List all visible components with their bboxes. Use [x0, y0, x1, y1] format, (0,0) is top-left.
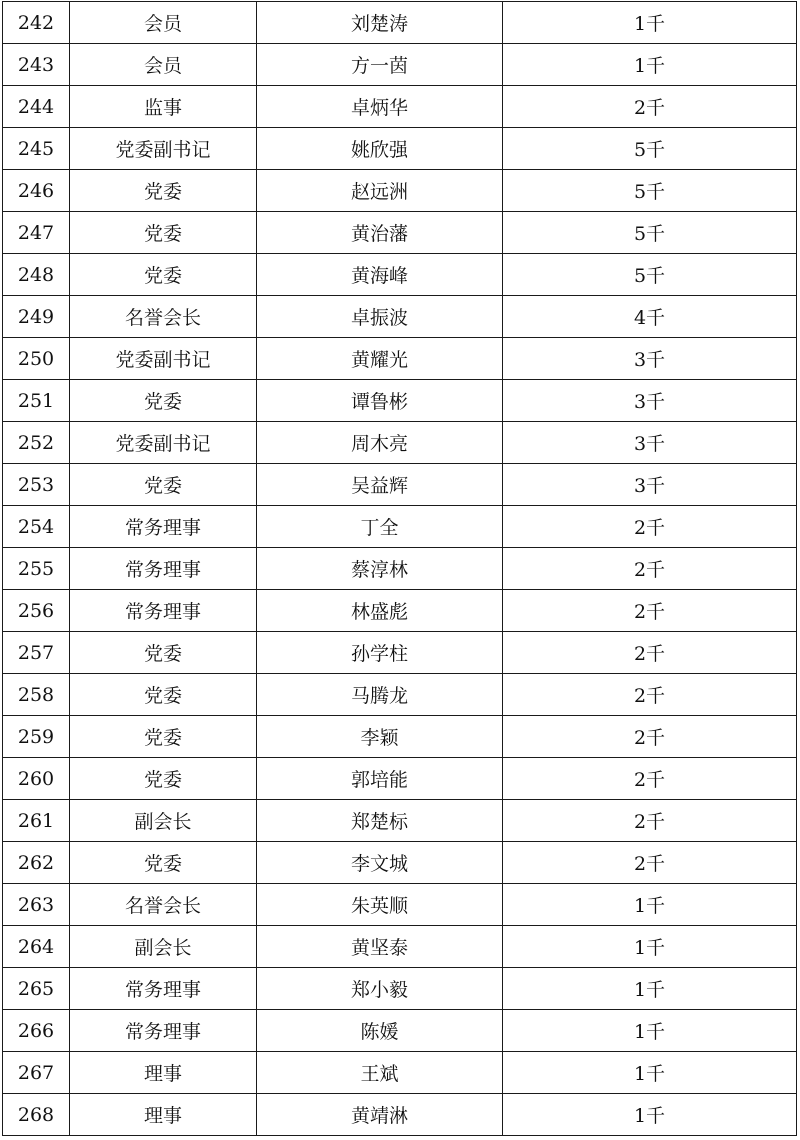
table-row	[3, 716, 797, 758]
row-number-cell: 261	[3, 800, 70, 842]
row-number-cell: 267	[3, 1052, 70, 1094]
amount-cell: 5千	[503, 254, 797, 296]
role-cell: 常务理事	[70, 590, 257, 632]
role-cell: 党委	[70, 632, 257, 674]
row-number-cell: 252	[3, 422, 70, 464]
amount-cell: 1千	[503, 1052, 797, 1094]
amount-cell: 2千	[503, 842, 797, 884]
amount-cell: 1千	[503, 1010, 797, 1052]
name-cell: 孙学柱	[257, 632, 503, 674]
role-cell: 会员	[70, 44, 257, 86]
role-cell: 党委副书记	[70, 128, 257, 170]
name-cell: 吴益辉	[257, 464, 503, 506]
row-number-cell: 243	[3, 44, 70, 86]
row-number-cell: 268	[3, 1094, 70, 1136]
role-cell: 监事	[70, 86, 257, 128]
row-number-cell: 248	[3, 254, 70, 296]
row-number-cell: 247	[3, 212, 70, 254]
role-cell: 党委	[70, 380, 257, 422]
table-row	[3, 170, 797, 212]
name-cell: 黄耀光	[257, 338, 503, 380]
table-row	[3, 968, 797, 1010]
name-cell: 朱英顺	[257, 884, 503, 926]
amount-cell: 2千	[503, 716, 797, 758]
name-cell: 李文城	[257, 842, 503, 884]
donation-table	[2, 1, 797, 1136]
role-cell: 常务理事	[70, 548, 257, 590]
amount-cell: 2千	[503, 674, 797, 716]
table-row	[3, 2, 797, 44]
row-number-cell: 254	[3, 506, 70, 548]
role-cell: 党委副书记	[70, 338, 257, 380]
row-number-cell: 258	[3, 674, 70, 716]
table-row	[3, 254, 797, 296]
name-cell: 马腾龙	[257, 674, 503, 716]
table-row	[3, 674, 797, 716]
table-row	[3, 884, 797, 926]
name-cell: 卓炳华	[257, 86, 503, 128]
table-row	[3, 128, 797, 170]
role-cell: 常务理事	[70, 506, 257, 548]
name-cell: 郑楚标	[257, 800, 503, 842]
row-number-cell: 263	[3, 884, 70, 926]
amount-cell: 3千	[503, 338, 797, 380]
table-row	[3, 1010, 797, 1052]
amount-cell: 1千	[503, 884, 797, 926]
amount-cell: 3千	[503, 464, 797, 506]
row-number-cell: 244	[3, 86, 70, 128]
role-cell: 党委	[70, 674, 257, 716]
name-cell: 卓振波	[257, 296, 503, 338]
row-number-cell: 249	[3, 296, 70, 338]
row-number-cell: 250	[3, 338, 70, 380]
table-row	[3, 758, 797, 800]
name-cell: 谭鲁彬	[257, 380, 503, 422]
row-number-cell: 266	[3, 1010, 70, 1052]
role-cell: 副会长	[70, 800, 257, 842]
amount-cell: 1千	[503, 968, 797, 1010]
name-cell: 黄靖淋	[257, 1094, 503, 1136]
role-cell: 党委副书记	[70, 422, 257, 464]
amount-cell: 5千	[503, 170, 797, 212]
amount-cell: 1千	[503, 1094, 797, 1136]
table-row	[3, 926, 797, 968]
table-row	[3, 296, 797, 338]
amount-cell: 2千	[503, 590, 797, 632]
table-row	[3, 1094, 797, 1136]
row-number-cell: 242	[3, 2, 70, 44]
name-cell: 黄治藩	[257, 212, 503, 254]
amount-cell: 2千	[503, 800, 797, 842]
name-cell: 林盛彪	[257, 590, 503, 632]
name-cell: 王斌	[257, 1052, 503, 1094]
name-cell: 赵远洲	[257, 170, 503, 212]
role-cell: 党委	[70, 170, 257, 212]
name-cell: 李颖	[257, 716, 503, 758]
table-row	[3, 464, 797, 506]
role-cell: 常务理事	[70, 968, 257, 1010]
row-number-cell: 265	[3, 968, 70, 1010]
name-cell: 黄海峰	[257, 254, 503, 296]
row-number-cell: 259	[3, 716, 70, 758]
table-row	[3, 590, 797, 632]
role-cell: 党委	[70, 842, 257, 884]
role-cell: 名誉会长	[70, 296, 257, 338]
row-number-cell: 253	[3, 464, 70, 506]
role-cell: 常务理事	[70, 1010, 257, 1052]
table-row	[3, 212, 797, 254]
name-cell: 黄坚泰	[257, 926, 503, 968]
name-cell: 刘楚涛	[257, 2, 503, 44]
name-cell: 姚欣强	[257, 128, 503, 170]
row-number-cell: 246	[3, 170, 70, 212]
role-cell: 理事	[70, 1094, 257, 1136]
table-row	[3, 506, 797, 548]
table-row	[3, 800, 797, 842]
amount-cell: 4千	[503, 296, 797, 338]
name-cell: 周木亮	[257, 422, 503, 464]
amount-cell: 2千	[503, 758, 797, 800]
table-row	[3, 380, 797, 422]
role-cell: 名誉会长	[70, 884, 257, 926]
role-cell: 党委	[70, 758, 257, 800]
amount-cell: 3千	[503, 422, 797, 464]
row-number-cell: 256	[3, 590, 70, 632]
role-cell: 党委	[70, 212, 257, 254]
table-body	[3, 2, 797, 1136]
amount-cell: 1千	[503, 44, 797, 86]
amount-cell: 5千	[503, 212, 797, 254]
row-number-cell: 251	[3, 380, 70, 422]
table-row	[3, 338, 797, 380]
table-row	[3, 632, 797, 674]
name-cell: 陈媛	[257, 1010, 503, 1052]
row-number-cell: 245	[3, 128, 70, 170]
table-row	[3, 842, 797, 884]
name-cell: 郑小毅	[257, 968, 503, 1010]
table-row	[3, 1052, 797, 1094]
row-number-cell: 257	[3, 632, 70, 674]
amount-cell: 2千	[503, 86, 797, 128]
name-cell: 方一茵	[257, 44, 503, 86]
role-cell: 党委	[70, 464, 257, 506]
table-row	[3, 548, 797, 590]
row-number-cell: 264	[3, 926, 70, 968]
amount-cell: 1千	[503, 926, 797, 968]
table-row	[3, 86, 797, 128]
amount-cell: 3千	[503, 380, 797, 422]
row-number-cell: 262	[3, 842, 70, 884]
role-cell: 党委	[70, 716, 257, 758]
name-cell: 郭培能	[257, 758, 503, 800]
name-cell: 蔡淳林	[257, 548, 503, 590]
role-cell: 理事	[70, 1052, 257, 1094]
table-row	[3, 44, 797, 86]
table-row	[3, 422, 797, 464]
row-number-cell: 255	[3, 548, 70, 590]
row-number-cell: 260	[3, 758, 70, 800]
role-cell: 党委	[70, 254, 257, 296]
amount-cell: 2千	[503, 632, 797, 674]
amount-cell: 2千	[503, 548, 797, 590]
role-cell: 会员	[70, 2, 257, 44]
name-cell: 丁全	[257, 506, 503, 548]
role-cell: 副会长	[70, 926, 257, 968]
amount-cell: 5千	[503, 128, 797, 170]
amount-cell: 2千	[503, 506, 797, 548]
amount-cell: 1千	[503, 2, 797, 44]
